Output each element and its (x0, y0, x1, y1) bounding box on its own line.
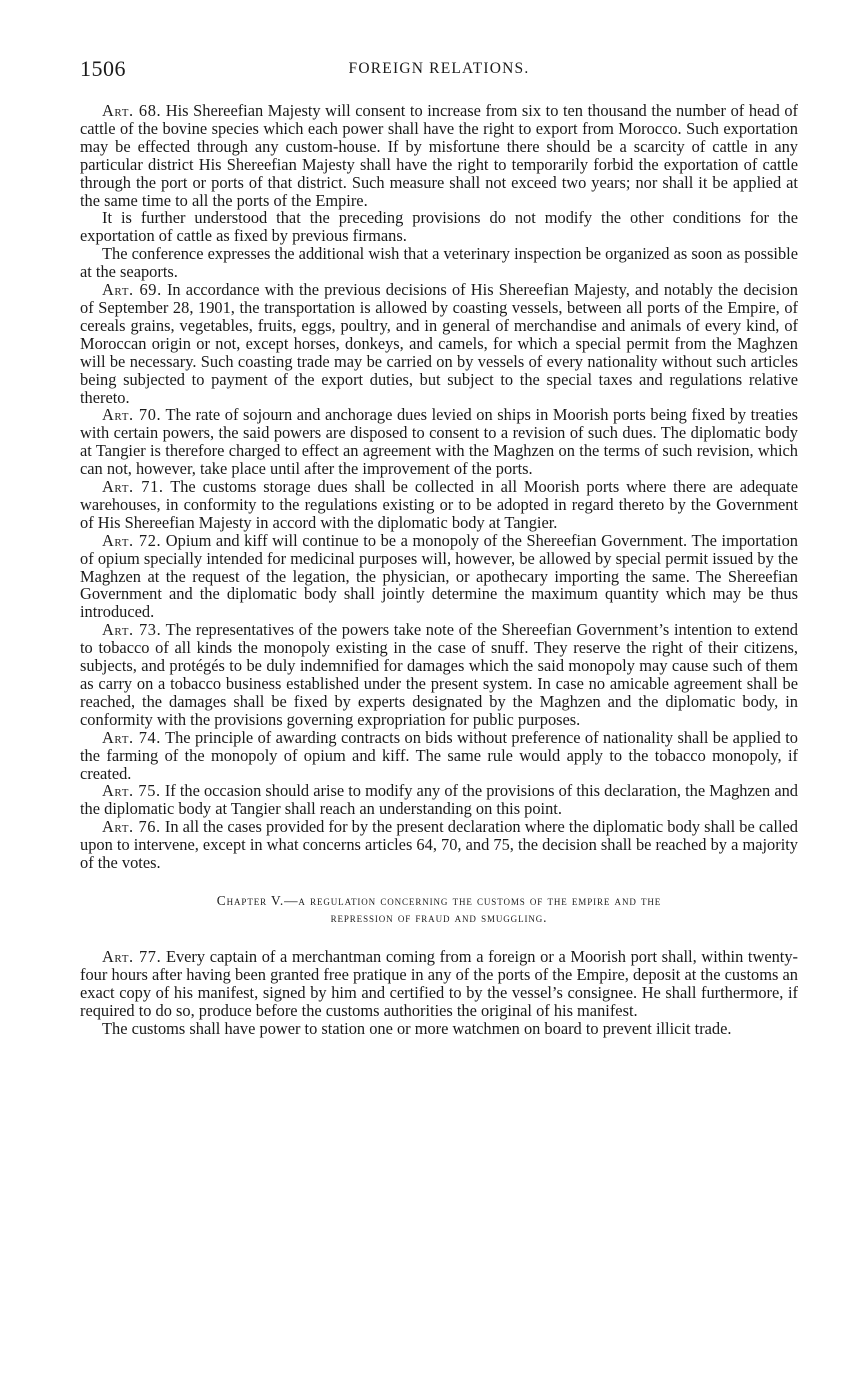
article-label: Art. 68. (102, 101, 162, 120)
running-header (80, 56, 798, 86)
paragraph-text: In accordance with the previous decisions of His Shereefian Majesty, and notably the decision of September 28, 1901, the transportation is allowed by coasting vessels, between all ports of the Empire, of cereals grains, vegetables, fruits, eggs, poultry, and in general of merchandise and animals of every kind, of Moroccan origin or not, except horses, donkeys, and camels, for which a special permit from the Maghzen will be necessary. Such coasting trade may be carried on by vessels of every nationality without such articles being subjected to payment of the export duties, but subject to the special taxes and regulations relative thereto. (80, 280, 799, 407)
article-label: Art. 71. (102, 477, 164, 497)
paragraph (80, 245, 798, 281)
paragraph-text: In all the cases provided for by the present declaration where the diplomatic body shall be called upon to intervene, except in what concerns articles 64, 70, and 75, the decision shall be reached by a majority of the votes. (80, 817, 798, 873)
article-label: Art. 72. (102, 530, 162, 550)
article-label: Art. 74. (102, 727, 161, 747)
paragraph (80, 478, 798, 532)
article-label: Art. 77. (102, 946, 162, 966)
section-article-77 (80, 948, 798, 1038)
chapter-heading (80, 892, 798, 926)
chapter-label: Chapter V. (216, 892, 285, 908)
article-label: Art. 70. (102, 405, 162, 425)
chapter-heading-line-2: repression of fraud and smuggling. (330, 909, 548, 925)
paragraph (80, 1020, 798, 1038)
paragraph-text: The principle of awarding contracts on bids without preference of nationality shall be applied to the farming of the monopoly of opium and kiff. The same rule would apply to the tobacco monopoly, if created. (80, 727, 798, 783)
paragraph (80, 621, 798, 728)
paragraph-text: If the occasion should arise to modify any of the provisions of this declaration, the Maghzen and the diplomatic body at Tangier shall reach an understanding on this point. (80, 781, 798, 819)
paragraph-text: The rate of sojourn and anchorage dues levied on ships in Moorish ports being fixed by treaties with certain powers, the said powers are disposed to consent to a revision of such dues. The diplomatic body at Tangier is therefore charged to effect an agreement with the Maghzen on the terms of such revision, which can not, however, take place until after the improvement of the ports. (80, 405, 798, 479)
page-number: 1506 (80, 56, 126, 81)
paragraph (80, 102, 798, 209)
section-articles-68-76 (80, 102, 798, 872)
running-title: FOREIGN RELATIONS. (348, 60, 530, 77)
paragraph-text: The conference expresses the additional wish that a veterinary inspection be organized as soon as possible at the seaports. (80, 244, 798, 282)
paragraph-text: His Shereefian Majesty will consent to increase from six to ten thousand the number of head of cattle of the bovine species which each power shall have the right to export from Morocco. Such exportation may be effected through any custom-house. If by misfortune there should be a scarcity of cattle in any particular district His Shereefian Majesty shall have the right to temporarily forbid the exportation of cattle through the port or ports of that district. Such measure shall not exceed two years; nor shall it be applied at the same time to all the ports of the Empire. (80, 101, 798, 210)
paragraph (80, 782, 798, 818)
chapter-title: —a regulation concerning the customs of the empire and the (284, 892, 662, 908)
paragraph (80, 729, 798, 783)
paragraph-text: The customs shall have power to station one or more watchmen on board to prevent illicit trade. (102, 1018, 732, 1038)
article-label: Art. 69. (102, 280, 162, 300)
paragraph-text: It is further understood that the preceding provisions do not modify the other conditions for the exportation of cattle as fixed by previous firmans. (80, 208, 798, 246)
paragraph-text: Opium and kiff will continue to be a monopoly of the Shereefian Government. The importation of opium specially intended for medicinal purposes will, however, be allowed by special permit issued by the Maghzen at the request of the legation, the physician, or apothecary importing the same. The Shereefian Government and the diplomatic body shall jointly determine the maximum quantity which may be thus introduced. (80, 530, 798, 622)
article-label: Art. 76. (102, 817, 161, 837)
article-label: Art. 75. (102, 781, 161, 801)
paragraph (80, 532, 798, 622)
article-label: Art. 73. (102, 620, 162, 640)
chapter-heading-line-1 (80, 892, 798, 909)
paragraph (80, 209, 798, 245)
paragraph-text: Every captain of a merchantman coming from a foreign or a Moorish port shall, within twenty-four hours after having been granted free pratique in any of the ports of the Empire, deposit at the customs an exact copy of his manifest, signed by him and certified to by the vessel’s consignee. He shall furthermore, if required to do so, produce before the customs authorities the original of his manifest. (80, 946, 798, 1020)
paragraph-text: The representatives of the powers take note of the Shereefian Government’s intention to extend to tobacco of all kinds the monopoly existing in the case of snuff. They reserve the right of their citizens, subjects, and protégés to be duly indemnified for damages which the said monopoly may cause such of them as carry on a tobacco business established under the present system. In case no amicable agreement shall be reached, the damages shall be fixed by experts designated by the Maghzen and the diplomatic body, in conformity with the provisions governing expropriation for public purposes. (80, 620, 798, 729)
paragraph (80, 281, 798, 406)
paragraph (80, 818, 798, 872)
paragraph (80, 406, 798, 478)
paragraph (80, 948, 798, 1020)
paragraph-text: The customs storage dues shall be collected in all Moorish ports where there are adequate warehouses, in conformity to the regulations existing or to be adopted in regard thereto by the Government of His Shereefian Majesty in accord with the diplomatic body at Tangier. (80, 477, 798, 532)
